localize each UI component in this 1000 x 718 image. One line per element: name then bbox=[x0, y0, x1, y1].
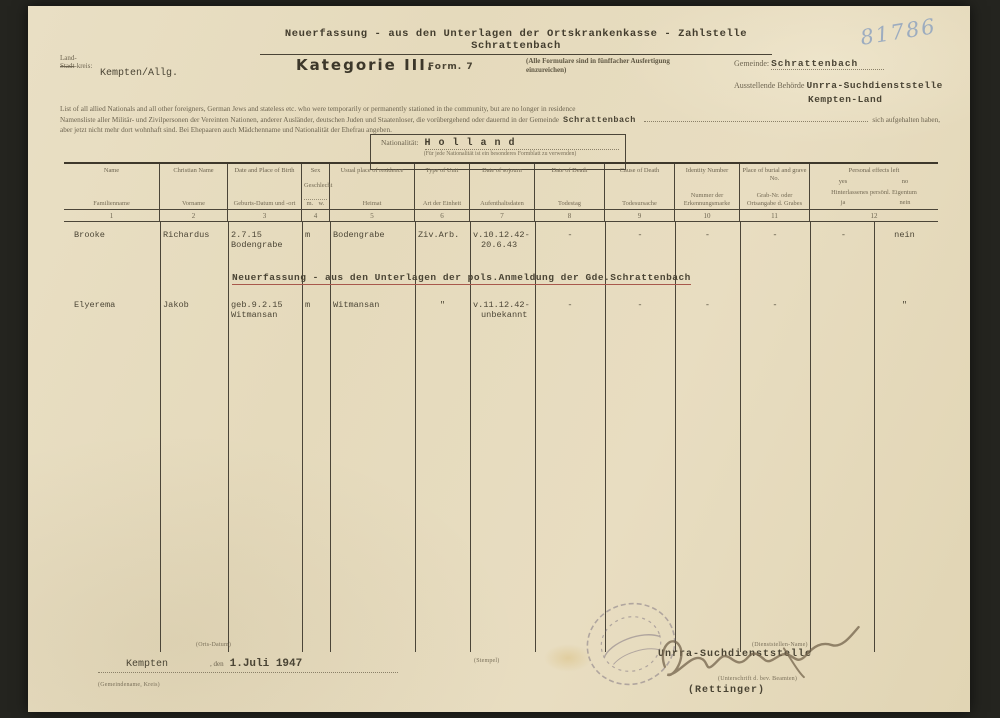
col-header-burial: Place of burial and grave No. Grab-Nr. oder Ortsangabe d. Grabes bbox=[740, 164, 810, 209]
signature-field-note: (Unterschrift d. bev. Beamten) bbox=[718, 676, 798, 682]
nationality-value: H o l l a n d bbox=[425, 138, 620, 150]
kreis-suffix: -kreis: bbox=[74, 62, 93, 70]
column-line bbox=[330, 222, 331, 652]
table-row: Brooke Richardus 2.7.15 Bodengrabe m Bodengrabe Ziv.Arb. v.10.12.42- 20.6.43 - - - - - nein bbox=[74, 230, 915, 250]
date-field-note: (Orts-Datum) bbox=[196, 642, 232, 648]
stamp-placeholder-label: (Stempel) bbox=[474, 658, 500, 664]
behoerde-label: Ausstellende Behörde bbox=[734, 81, 805, 90]
place-value: Kempten bbox=[126, 659, 169, 670]
issuing-office-name: Unrra-Suchdienststelle bbox=[658, 649, 813, 660]
handwritten-archive-number: 81786 bbox=[858, 14, 939, 50]
gemeinde-value: Schrattenbach bbox=[771, 58, 884, 70]
intro-english: List of all allied Nationals and all other foreigners, German Jews and stateless etc. who were temporarily or permanently stationed in the community, but are no longer in residence bbox=[60, 105, 576, 113]
col-header-sex: Sex Geschlecht m. w. bbox=[302, 164, 330, 209]
dotted-fill-line bbox=[644, 114, 869, 122]
col-header-sojourn: Date of sojourn Aufenthaltsdaten bbox=[470, 164, 535, 209]
intro-german-text: Namensliste aller Militär- und Zivilpersonen der Vereinten Nationen, anderer Ausländer, deutschen Juden und Staatenloser, die vorübergehend oder dauernd in der Gemeinde bbox=[60, 116, 559, 124]
col-header-death-cause: Cause of Death Todesursache bbox=[605, 164, 675, 209]
persons-table bbox=[64, 162, 938, 652]
table-header-row bbox=[64, 162, 938, 210]
col-header-effects: Personal effects left yes no Hinterlassenes persönl. Eigentum ja nein bbox=[831, 167, 917, 207]
stadt-label-struck: Stadt bbox=[60, 62, 75, 70]
nationality-note: (Für jede Nationalität ist ein besonderes Formblatt zu verwenden) bbox=[423, 151, 577, 157]
column-line bbox=[228, 222, 229, 652]
column-line bbox=[470, 222, 471, 652]
gemeinde-label: Gemeinde: bbox=[734, 59, 770, 68]
signer-typed-name: (Rettinger) bbox=[688, 685, 766, 696]
intro-paragraph bbox=[60, 104, 940, 135]
place-date-line bbox=[98, 658, 398, 673]
col-header-death-date: Date of Death Todestag bbox=[535, 164, 605, 209]
column-line bbox=[810, 222, 811, 652]
effects-split-line bbox=[874, 222, 875, 652]
column-line bbox=[605, 222, 606, 652]
place-field-note: (Gemeindename, Kreis) bbox=[98, 682, 160, 688]
column-line bbox=[160, 222, 161, 652]
column-line bbox=[302, 222, 303, 652]
form-copies-note: (Alle Formulare sind in fünffacher Ausfertigung einzureichen) bbox=[526, 57, 670, 74]
den-label: , den bbox=[210, 660, 224, 668]
document-title: Neuerfassung - aus den Unterlagen der Ortskrankenkasse - Zahlstelle Schrattenbach bbox=[260, 28, 772, 55]
behoerde-value-line2: Kempten-Land bbox=[808, 94, 883, 105]
column-line bbox=[415, 222, 416, 652]
col-header-unit: Type of Unit Art der Einheit bbox=[415, 164, 470, 209]
behoerde-value: Unrra-Suchdienststelle bbox=[806, 80, 943, 91]
col-header-identity-number: Identity Number Nummer der Erkennungsmarke bbox=[675, 164, 740, 209]
gemeinde-line bbox=[734, 58, 960, 69]
table-number-row: 1 2 3 4 5 6 7 8 9 10 11 12 bbox=[64, 210, 938, 222]
table-row: Elyerema Jakob geb.9.2.15 Witmansan m Witmansan " v.11.12.42- unbekannt - - - - " bbox=[74, 300, 908, 320]
intro-german-line1-end: sich aufgehalten haben, bbox=[872, 116, 940, 124]
form-number: Form. 7 bbox=[428, 62, 474, 72]
date-value: 1.Juli 1947 bbox=[229, 658, 303, 670]
intro-gemeinde-typed: Schrattenbach bbox=[562, 115, 636, 125]
intro-german-line2: aber jetzt nicht mehr dort wohnhaft sind. Bei Ehepaaren auch Mädchenname und Nationalität der Ehefrau angeben. bbox=[60, 126, 392, 134]
office-field-note: (Dienststellen-Name) bbox=[752, 642, 808, 648]
scanned-document-page bbox=[28, 6, 970, 712]
column-line bbox=[740, 222, 741, 652]
behoerde-line bbox=[734, 80, 964, 91]
intro-german-line1 bbox=[60, 114, 940, 125]
col-header-residence: Usual place of residence Heimat bbox=[330, 164, 415, 209]
table-body bbox=[64, 222, 938, 652]
nationality-label: Nationalität: bbox=[381, 138, 419, 147]
col-header-birth: Date and Place of Birth Geburts-Datum und -ort bbox=[228, 164, 302, 209]
column-line bbox=[535, 222, 536, 652]
kreis-value: Kempten/Allg. bbox=[100, 68, 179, 79]
col-header-christian-name: Christian Name Vorname bbox=[160, 164, 228, 209]
column-line bbox=[675, 222, 676, 652]
col-header-name: Name Familienname bbox=[64, 164, 160, 209]
kategorie-heading: Kategorie III. bbox=[296, 56, 435, 74]
land-label: Land- bbox=[60, 54, 77, 62]
mid-section-banner: Neuerfassung - aus den Unterlagen der pols.Anmeldung der Gde.Schrattenbach bbox=[232, 272, 691, 283]
kreis-label bbox=[60, 54, 92, 70]
